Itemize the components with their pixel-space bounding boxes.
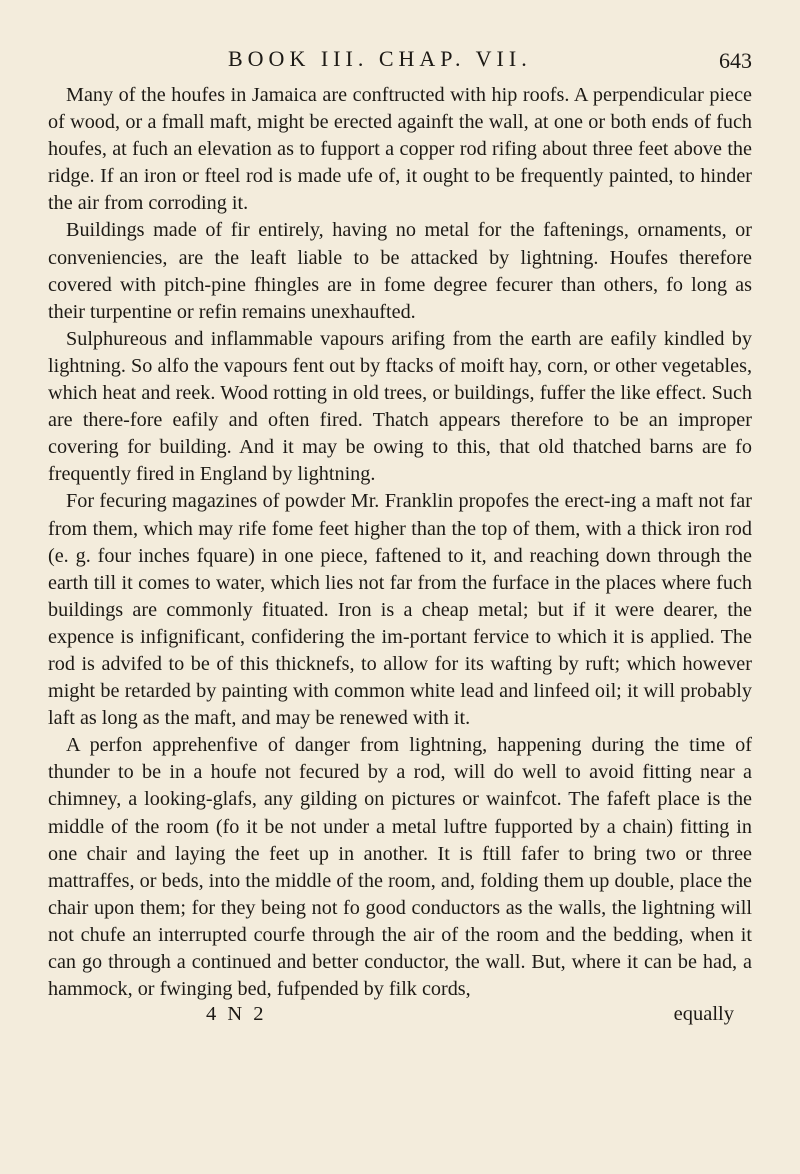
paragraph-personal-safety: A perfon apprehenfive of danger from lightning, happening during the time of thunder to be in a houfe not fecured by a rod, will do well to avoid fitting near a chimney, a looking-glafs, any gilding on pictures or wainfcot. The fafeft place is the middle of the room (fo it be not under a metal luftre fupported by a chain) fitting in one chair and laying the feet up in another. It is ftill fafer to bring two or three mattraffes, or beds, into the middle of the room, and, folding them up double, place the chair upon them; for they being not fo good conductors as the walls, the lightning will not chufe an interrupted courfe through the air of the room and the bedding, when it can go through a continued and better conductor, the wall. But, where it can be had, a hammock, or fwinging bed, fufpended by filk cords, — [48, 734, 752, 1001]
paragraph-hip-roofs: Many of the houfes in Jamaica are conftructed with hip roofs. A perpendicular piece of wood, or a fmall maft, might be erected againft the wall, at one or both ends of fuch houfes, at fuch an elevation as to fupport a copper rod rifing about three feet above the ridge. If an iron or fteel rod is made ufe of, it ought to be frequently painted, to hinder the air from corroding it. — [48, 84, 752, 215]
page-number: 643 — [719, 48, 752, 73]
catchword: equally — [673, 1003, 734, 1026]
paragraph-magazines: For fecuring magazines of powder Mr. Franklin propofes the erect-ing a maft not far from them, which may rife fome feet higher than the top of them, with a thick iron rod (e. g. four inches fquare) in one piece, faftened to it, and reaching down through the earth till it comes to water, which lies not far from the furface in the places where fuch buildings are commonly fituated. Iron is a cheap metal; but if it were dearer, the expence is infignificant, confidering the im-portant fervice to which it is applied. The rod is advifed to be of this thicknefs, to allow for its wafting by ruft; which however might be retarded by painting with common white lead and linfeed oil; it will probably laft as long as the maft, and may be renewed with it. — [48, 490, 752, 730]
running-title: BOOK III. CHAP. VII. — [228, 46, 532, 71]
signature-mark: 4 N 2 — [206, 1003, 267, 1026]
page-footer — [48, 1003, 752, 1031]
running-head — [48, 46, 752, 80]
body-text — [48, 82, 752, 1003]
paragraph-vapours: Sulphureous and inflammable vapours arifing from the earth are eafily kindled by lightning. So alfo the vapours fent out by ftacks of moift hay, corn, or other vegetables, which heat and reek. Wood rotting in old trees, or buildings, fuffer the like effect. Such are there-fore eafily and often fired. Thatch appears therefore to be an improper covering for building. And it may be owing to this, that old thatched barns are fo frequently fired in England by lightning. — [48, 327, 752, 486]
paragraph-fir-buildings: Buildings made of fir entirely, having no metal for the faftenings, ornaments, or conveniencies, are the leaft liable to be attacked by lightning. Houfes therefore covered with pitch-pine fhingles are in fome degree fecurer than others, fo long as their turpentine or refin remains unexhaufted. — [48, 219, 752, 323]
